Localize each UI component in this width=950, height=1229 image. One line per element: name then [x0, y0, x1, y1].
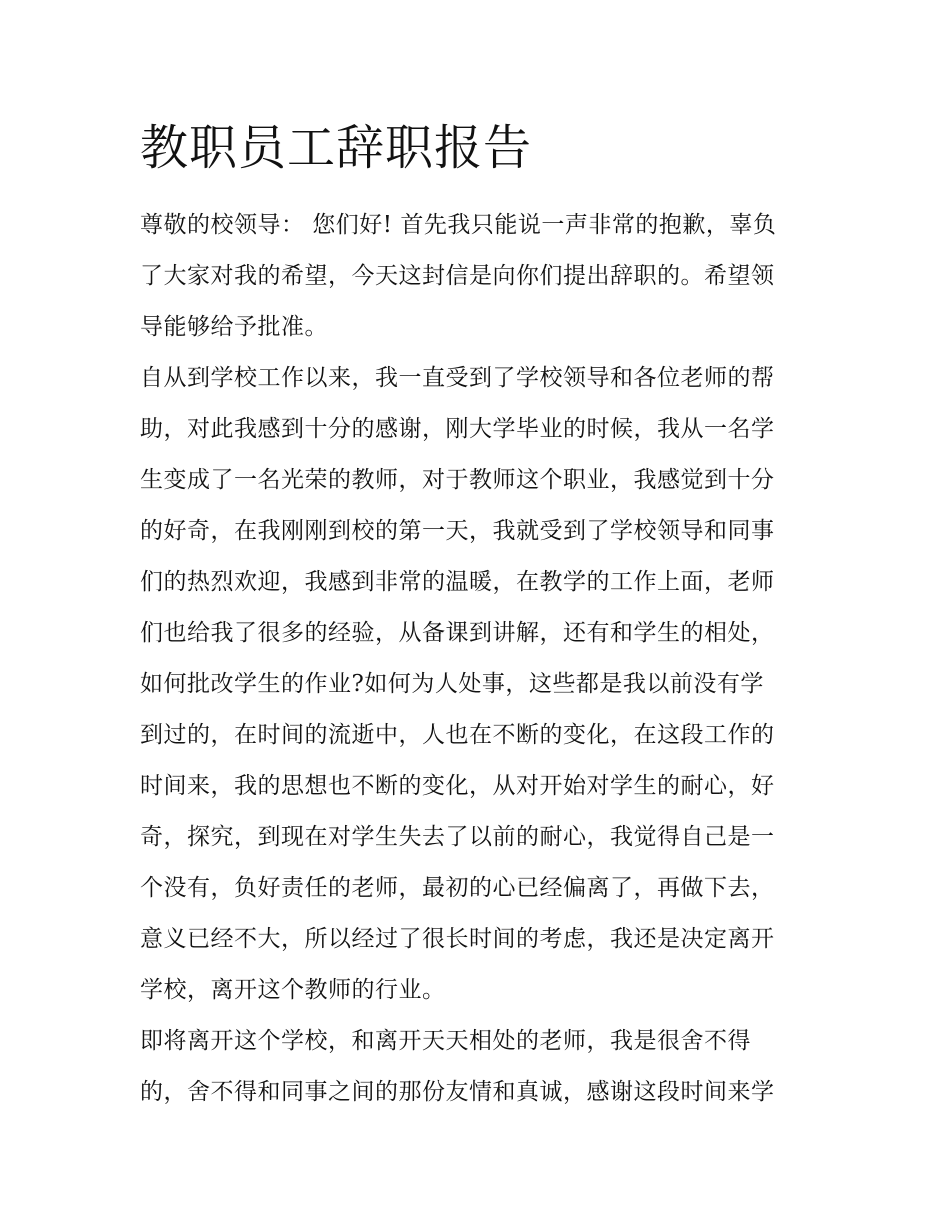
text-line: 的好奇，在我刚刚到校的第一天，我就受到了学校领导和同事 [140, 518, 775, 544]
paragraph-farewell [140, 1016, 815, 1118]
text-line: 助，对此我感到十分的感谢，刚大学毕业的时候，我从一名学 [140, 416, 775, 442]
text-line: 个没有，负好责任的老师，最初的心已经偏离了，再做下去， [140, 875, 775, 901]
text-line: 尊敬的校领导： 您们好! 首先我只能说一声非常的抱歉，辜负 [140, 212, 777, 238]
paragraph-greeting [140, 200, 815, 353]
paragraph-body [140, 353, 815, 1016]
text-line: 们也给我了很多的经验，从备课到讲解，还有和学生的相处， [140, 620, 775, 646]
text-line: 的，舍不得和同事之间的那份友情和真诚，感谢这段时间来学 [140, 1079, 775, 1105]
text-line: 导能够给予批准。 [140, 314, 328, 340]
text-line: 到过的，在时间的流逝中，人也在不断的变化，在这段工作的 [140, 722, 775, 748]
document-title: 教职员工辞职报告 [140, 120, 533, 176]
text-line: 自从到学校工作以来，我一直受到了学校领导和各位老师的帮 [140, 365, 775, 391]
text-line: 即将离开这个学校，和离开天天相处的老师，我是很舍不得 [140, 1028, 751, 1054]
text-line: 生变成了一名光荣的教师，对于教师这个职业，我感觉到十分 [140, 467, 775, 493]
text-line: 奇，探究，到现在对学生失去了以前的耐心，我觉得自己是一 [140, 824, 775, 850]
text-line: 时间来，我的思想也不断的变化，从对开始对学生的耐心，好 [140, 773, 775, 799]
document-page [140, 112, 815, 1118]
text-line: 意义已经不大，所以经过了很长时间的考虑，我还是决定离开 [140, 926, 775, 952]
text-line: 如何批改学生的作业?如何为人处事，这些都是我以前没有学 [140, 671, 764, 697]
text-line: 们的热烈欢迎，我感到非常的温暖，在教学的工作上面，老师 [140, 569, 775, 595]
text-line: 学校，离开这个教师的行业。 [140, 977, 446, 1003]
text-line: 了大家对我的希望，今天这封信是向你们提出辞职的。希望领 [140, 263, 775, 289]
